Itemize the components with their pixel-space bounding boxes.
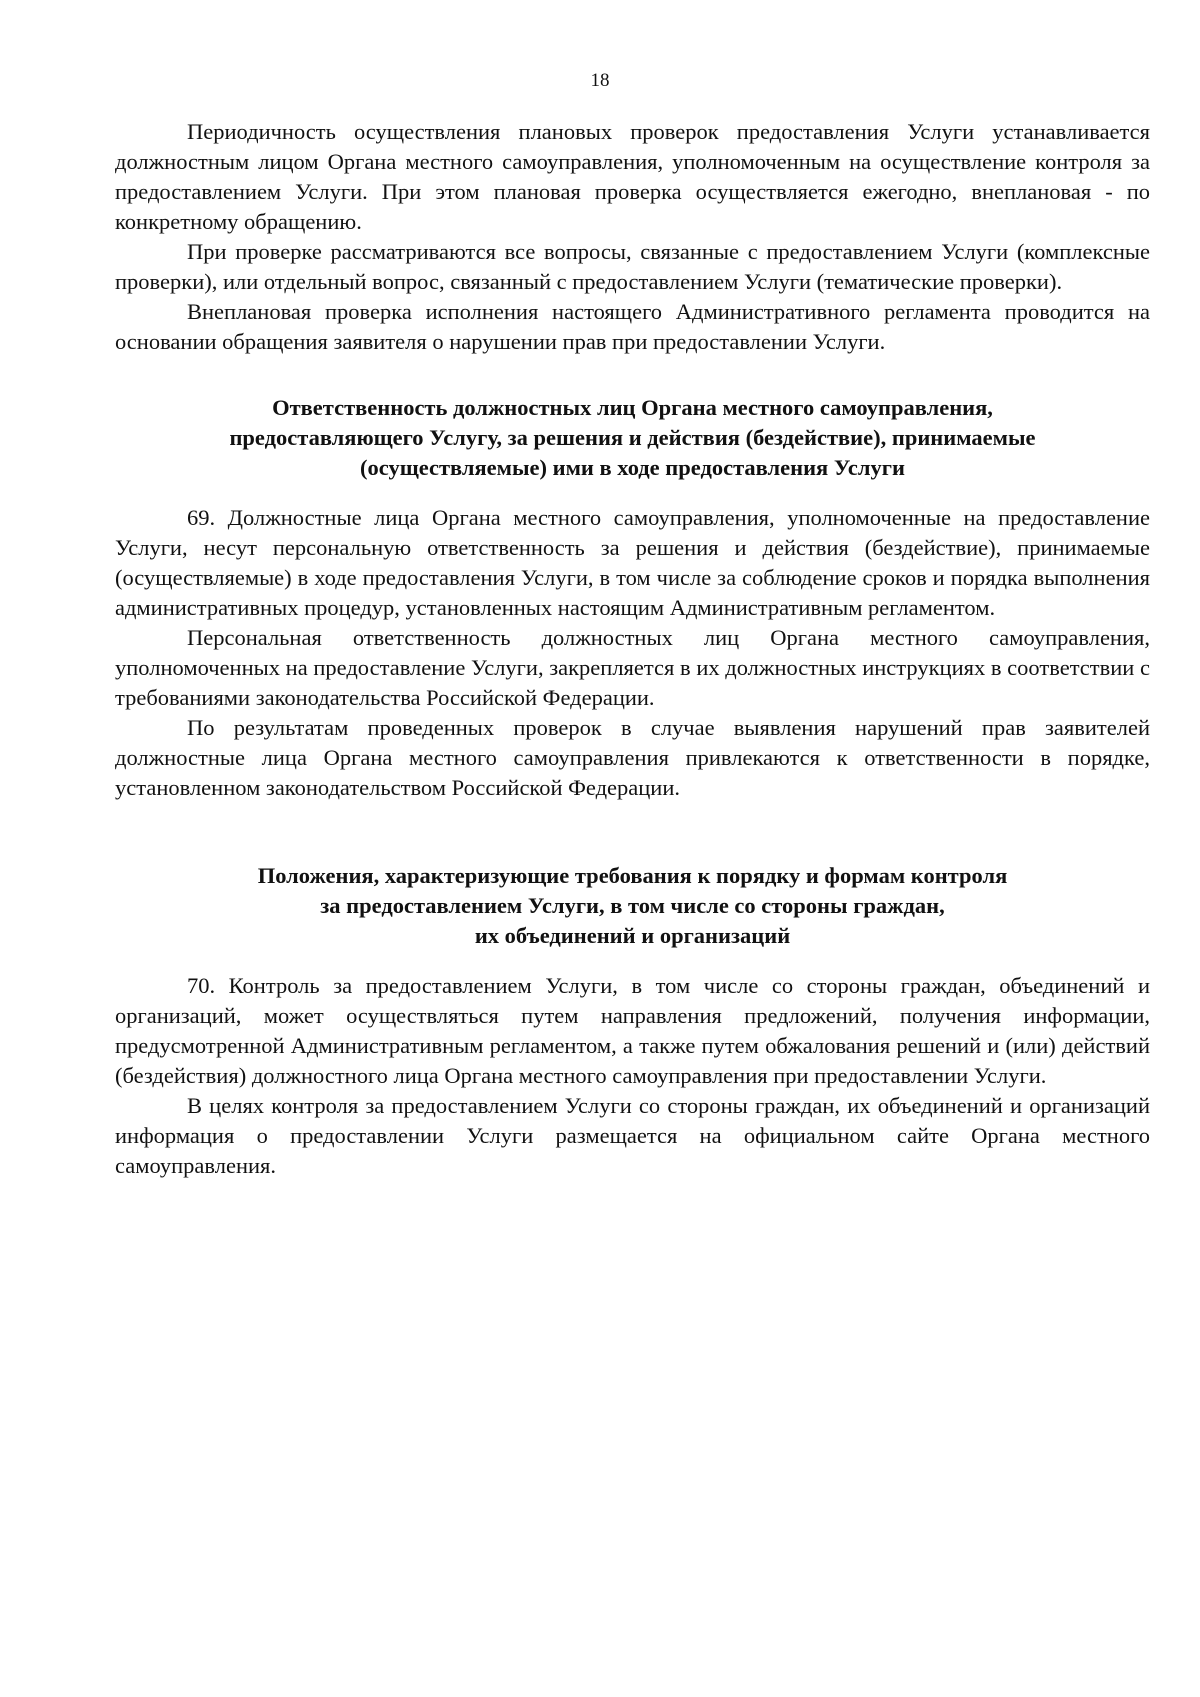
- page-content: [115, 117, 1150, 1181]
- heading-line: (осуществляемые) ими в ходе предоставления Услуги: [360, 455, 905, 480]
- heading-line: их объединений и организаций: [474, 923, 791, 948]
- paragraph-clause-70: 70. Контроль за предоставлением Услуги, в том числе со стороны граждан, объединений и организаций, может осуществляться путем направления предложений, получения информации, предусмотренной Административным регламентом, а также путем обжалования решений и (или) действий (бездействия) должностного лица Органа местного самоуправления при предоставлении Услуги.: [115, 973, 1150, 1088]
- heading-line: за предоставлением Услуги, в том числе со стороны граждан,: [320, 893, 945, 918]
- heading-control-requirements: [115, 861, 1150, 951]
- page-number: 18: [590, 70, 610, 91]
- paragraph-inspection-results: По результатам проведенных проверок в случае выявления нарушений прав заявителей должностные лица Органа местного самоуправления привлекаются к ответственности в порядке, установленном законодательством Российской Федерации.: [115, 715, 1150, 800]
- paragraph-clause-69: 69. Должностные лица Органа местного самоуправления, уполномоченные на предоставление Услуги, несут персональную ответственность за решения и действия (бездействие), принимаемые (осуществляемые) в ходе предоставления Услуги, в том числе за соблюдение сроков и порядка выполнения административных процедур, установленных настоящим Административным регламентом.: [115, 505, 1150, 620]
- paragraph-personal-responsibility: Персональная ответственность должностных лиц Органа местного самоуправления, уполномоченных на предоставление Услуги, закрепляется в их должностных инструкциях в соответствии с требованиями законодательства Российской Федерации.: [115, 625, 1150, 710]
- heading-officials-responsibility: [115, 393, 1150, 483]
- heading-line: предоставляющего Услугу, за решения и действия (бездействие), принимаемые: [229, 425, 1036, 450]
- paragraph-unscheduled-inspection: Внеплановая проверка исполнения настоящего Административного регламента проводится на основании обращения заявителя о нарушении прав при предоставлении Услуги.: [115, 299, 1150, 354]
- paragraph-inspection-scope: При проверке рассматриваются все вопросы, связанные с предоставлением Услуги (комплексные проверки), или отдельный вопрос, связанный с предоставлением Услуги (тематические проверки).: [115, 239, 1150, 294]
- paragraph-official-website: В целях контроля за предоставлением Услуги со стороны граждан, их объединений и организаций информация о предоставлении Услуги размещается на официальном сайте Органа местного самоуправления.: [115, 1093, 1150, 1178]
- heading-line: Положения, характеризующие требования к порядку и формам контроля: [257, 863, 1008, 888]
- paragraph-inspection-frequency: Периодичность осуществления плановых проверок предоставления Услуги устанавливается должностным лицом Органа местного самоуправления, уполномоченным на осуществление контроля за предоставлением Услуги. При этом плановая проверка осуществляется ежегодно, внеплановая - по конкретному обращению.: [115, 119, 1150, 234]
- heading-line: Ответственность должностных лиц Органа местного самоуправления,: [272, 395, 993, 420]
